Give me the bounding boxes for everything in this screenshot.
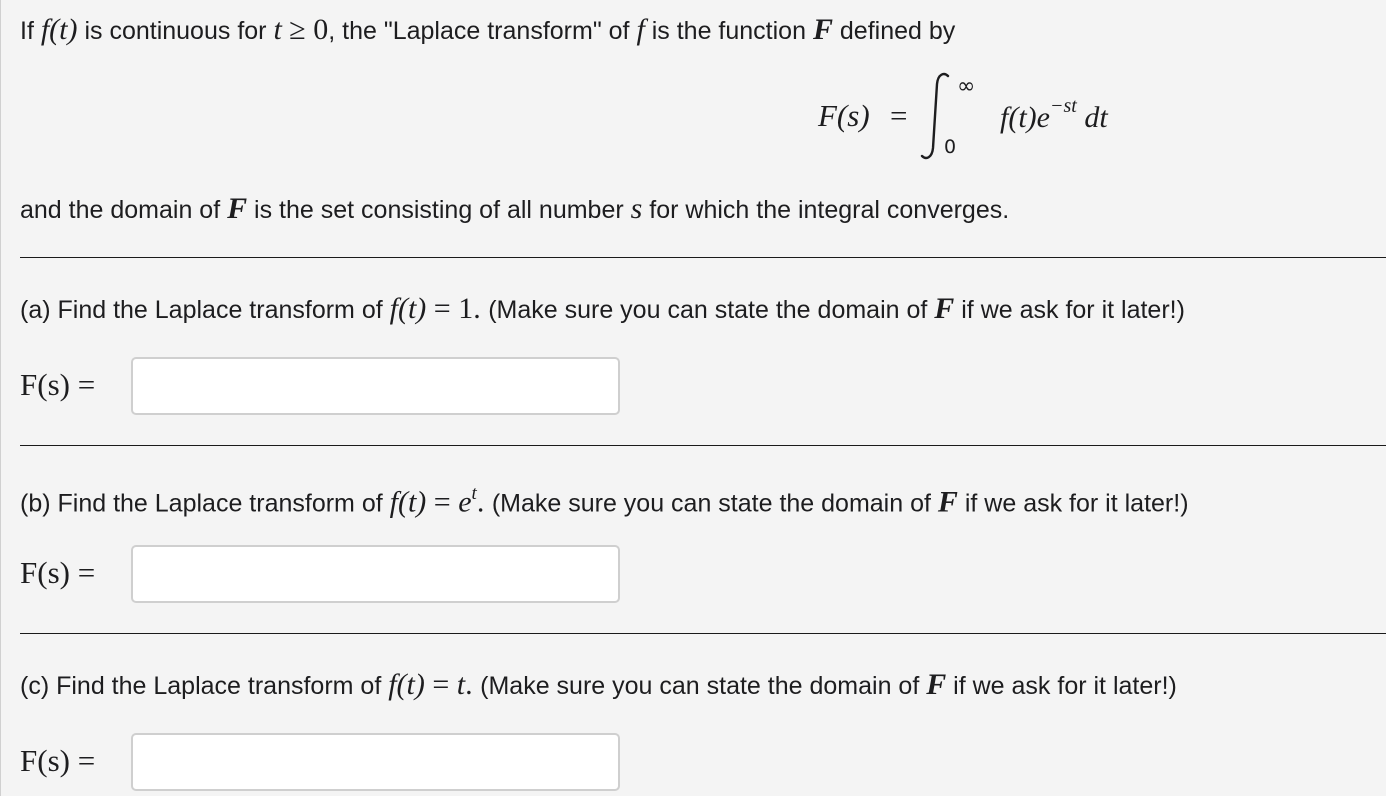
math-F: F xyxy=(926,668,947,701)
intro-line-1 xyxy=(20,14,955,47)
math-F: F xyxy=(937,485,958,519)
question-a xyxy=(20,293,1185,326)
formula-upper-limit: ∞ xyxy=(957,74,976,99)
answer-input-c[interactable] xyxy=(131,733,620,791)
intro-text: is the function xyxy=(644,17,813,45)
intro-text: and the domain of xyxy=(20,196,228,224)
question-label: (a) Find the Laplace transform of xyxy=(20,296,390,324)
math-geq: ≥ xyxy=(281,13,314,46)
math-function-value: t xyxy=(456,668,466,701)
question-c xyxy=(20,669,1177,702)
answer-label-b: F(s) = xyxy=(20,555,96,590)
math-f-of-t: f(t) xyxy=(40,13,78,46)
answer-label-c: F(s) = xyxy=(20,743,96,778)
formula-equals: = xyxy=(890,98,908,133)
laplace-formula xyxy=(818,70,1148,170)
math-function-value: e xyxy=(458,485,472,519)
math-F: F xyxy=(812,13,833,46)
formula-dt: dt xyxy=(1084,101,1108,134)
intro-text: , the "Laplace transform" of xyxy=(328,17,637,45)
intro-text: is the set consisting of all number xyxy=(247,196,631,224)
math-t: t xyxy=(273,13,282,46)
math-period: . xyxy=(476,485,492,519)
divider xyxy=(20,633,1386,634)
question-b xyxy=(20,481,1189,519)
intro-text: defined by xyxy=(832,17,956,45)
math-f-of-t: f(t) xyxy=(389,292,427,325)
formula-integrand xyxy=(1000,95,1108,135)
question-note: if we ask for it later!) xyxy=(957,489,1189,518)
formula-lhs: F(s) xyxy=(818,98,870,133)
answer-input-b[interactable] xyxy=(131,545,620,603)
math-F: F xyxy=(227,192,248,225)
math-equals: = xyxy=(426,292,459,325)
math-f-of-t: f(t) xyxy=(389,485,427,519)
question-note: if we ask for it later!) xyxy=(954,296,1185,324)
question-note: (Make sure you can state the domain of xyxy=(480,672,927,700)
question-label: (b) Find the Laplace transform of xyxy=(20,489,390,518)
math-function-value: 1 xyxy=(458,292,474,325)
math-f: f xyxy=(636,13,645,46)
question-label: (c) Find the Laplace transform of xyxy=(20,672,389,700)
math-s: s xyxy=(630,192,643,225)
intro-text: for which the integral converges. xyxy=(642,196,1010,224)
formula-lower-limit: 0 xyxy=(944,136,957,158)
left-border xyxy=(0,0,1,796)
question-note: if we ask for it later!) xyxy=(946,672,1177,700)
intro-text: is continuous for xyxy=(77,17,274,45)
math-equals: = xyxy=(424,668,457,701)
math-period: . xyxy=(465,668,481,701)
math-f-of-t: f(t) xyxy=(388,668,425,701)
answer-label-a: F(s) = xyxy=(20,367,96,402)
answer-input-a[interactable] xyxy=(131,357,620,415)
formula-integrand-base: f(t)e xyxy=(1000,101,1050,134)
intro-line-2 xyxy=(20,193,1009,226)
math-F: F xyxy=(934,292,955,325)
divider xyxy=(20,257,1386,258)
question-note: (Make sure you can state the domain of xyxy=(488,296,935,324)
divider xyxy=(20,445,1386,446)
math-equals: = xyxy=(426,485,459,519)
math-zero: 0 xyxy=(313,13,329,46)
math-period: . xyxy=(473,292,489,325)
intro-text: If xyxy=(20,17,41,45)
math-exponent: t xyxy=(471,483,477,504)
question-note: (Make sure you can state the domain of xyxy=(491,489,938,518)
formula-exponent: −st xyxy=(1049,95,1077,117)
